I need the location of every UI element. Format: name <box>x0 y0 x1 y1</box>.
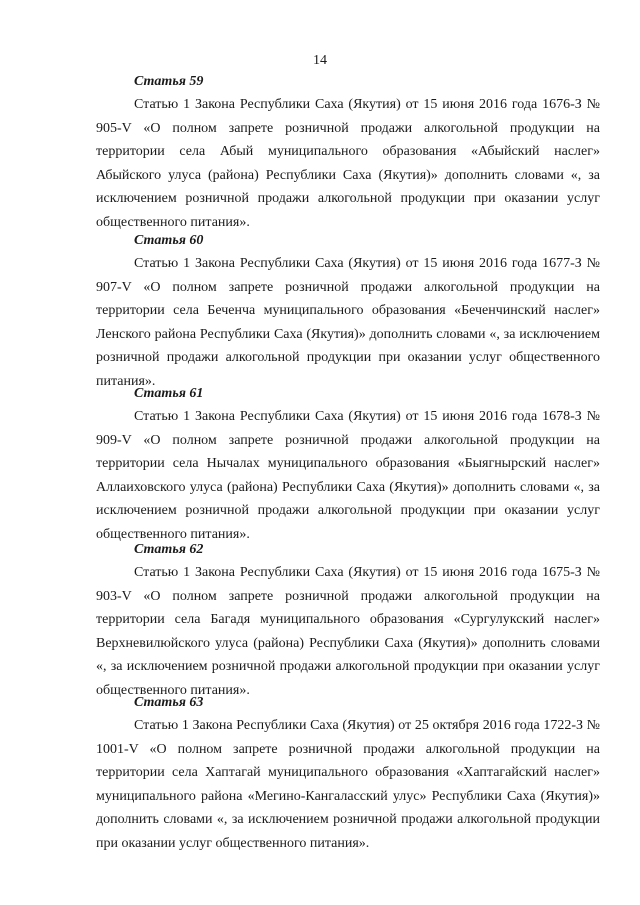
article-text: Статью 1 Закона Республики Саха (Якутия) от 15 июня 2016 года 1676-З № 905-V «О полном запрете розничной продажи алкогольной продукции на территории села Абый муниципального образования «Абыйский наслег» Абыйского улуса (района) Республики Саха (Якутия)» дополнить словами «, за исключением розничной продажи алкогольной продукции при оказании услуг общественного питания». <box>96 97 600 230</box>
article-heading: Статья 60 <box>134 233 204 248</box>
article-62 <box>96 541 600 702</box>
article-heading: Статья 59 <box>134 74 204 89</box>
page-number: 14 <box>313 53 327 68</box>
article-61 <box>96 385 600 546</box>
article-text: Статью 1 Закона Республики Саха (Якутия) от 15 июня 2016 года 1675-З № 903-V «О полном запрете розничной продажи алкогольной продукции на территории села Багадя муниципального образования «Сургулукский наслег» Верхневилюйского улуса (района) Республики Саха (Якутия)» дополнить словами «, за исключением розничной продажи алкогольной продукции при оказании услуг общественного питания». <box>96 565 600 698</box>
article-text: Статью 1 Закона Республики Саха (Якутия) от 15 июня 2016 года 1678-З № 909-V «О полном запрете розничной продажи алкогольной продукции на территории села Нычалах муниципального образования «Быягнырский наслег» Аллаиховского улуса (района) Республики Саха (Якутия)» дополнить словами «, за исключением розничной продажи алкогольной продукции при оказании услуг общественного питания». <box>96 409 600 542</box>
article-63 <box>96 694 600 855</box>
article-heading: Статья 61 <box>134 386 204 401</box>
article-60 <box>96 232 600 393</box>
article-text: Статью 1 Закона Республики Саха (Якутия) от 15 июня 2016 года 1677-З № 907-V «О полном запрете розничной продажи алкогольной продукции на территории села Беченча муниципального образования «Беченчинский наслег» Ленского района Республики Саха (Якутия)» дополнить словами «, за исключением розничной продажи алкогольной продукции при оказании услуг общественного питания». <box>96 256 600 389</box>
article-59 <box>96 73 600 234</box>
article-text: Статью 1 Закона Республики Саха (Якутия) от 25 октября 2016 года 1722-З № 1001-V «О полном запрете розничной продажи алкогольной продукции на территории села Хаптагай муниципального образования «Хаптагайский наслег» муниципального района «Мегино-Кангаласский улус» Республики Саха (Якутия)» дополнить словами «, за исключением розничной продажи алкогольной продукции при оказании услуг общественного питания». <box>96 718 600 851</box>
article-heading: Статья 62 <box>134 542 204 557</box>
article-heading: Статья 63 <box>134 695 204 710</box>
